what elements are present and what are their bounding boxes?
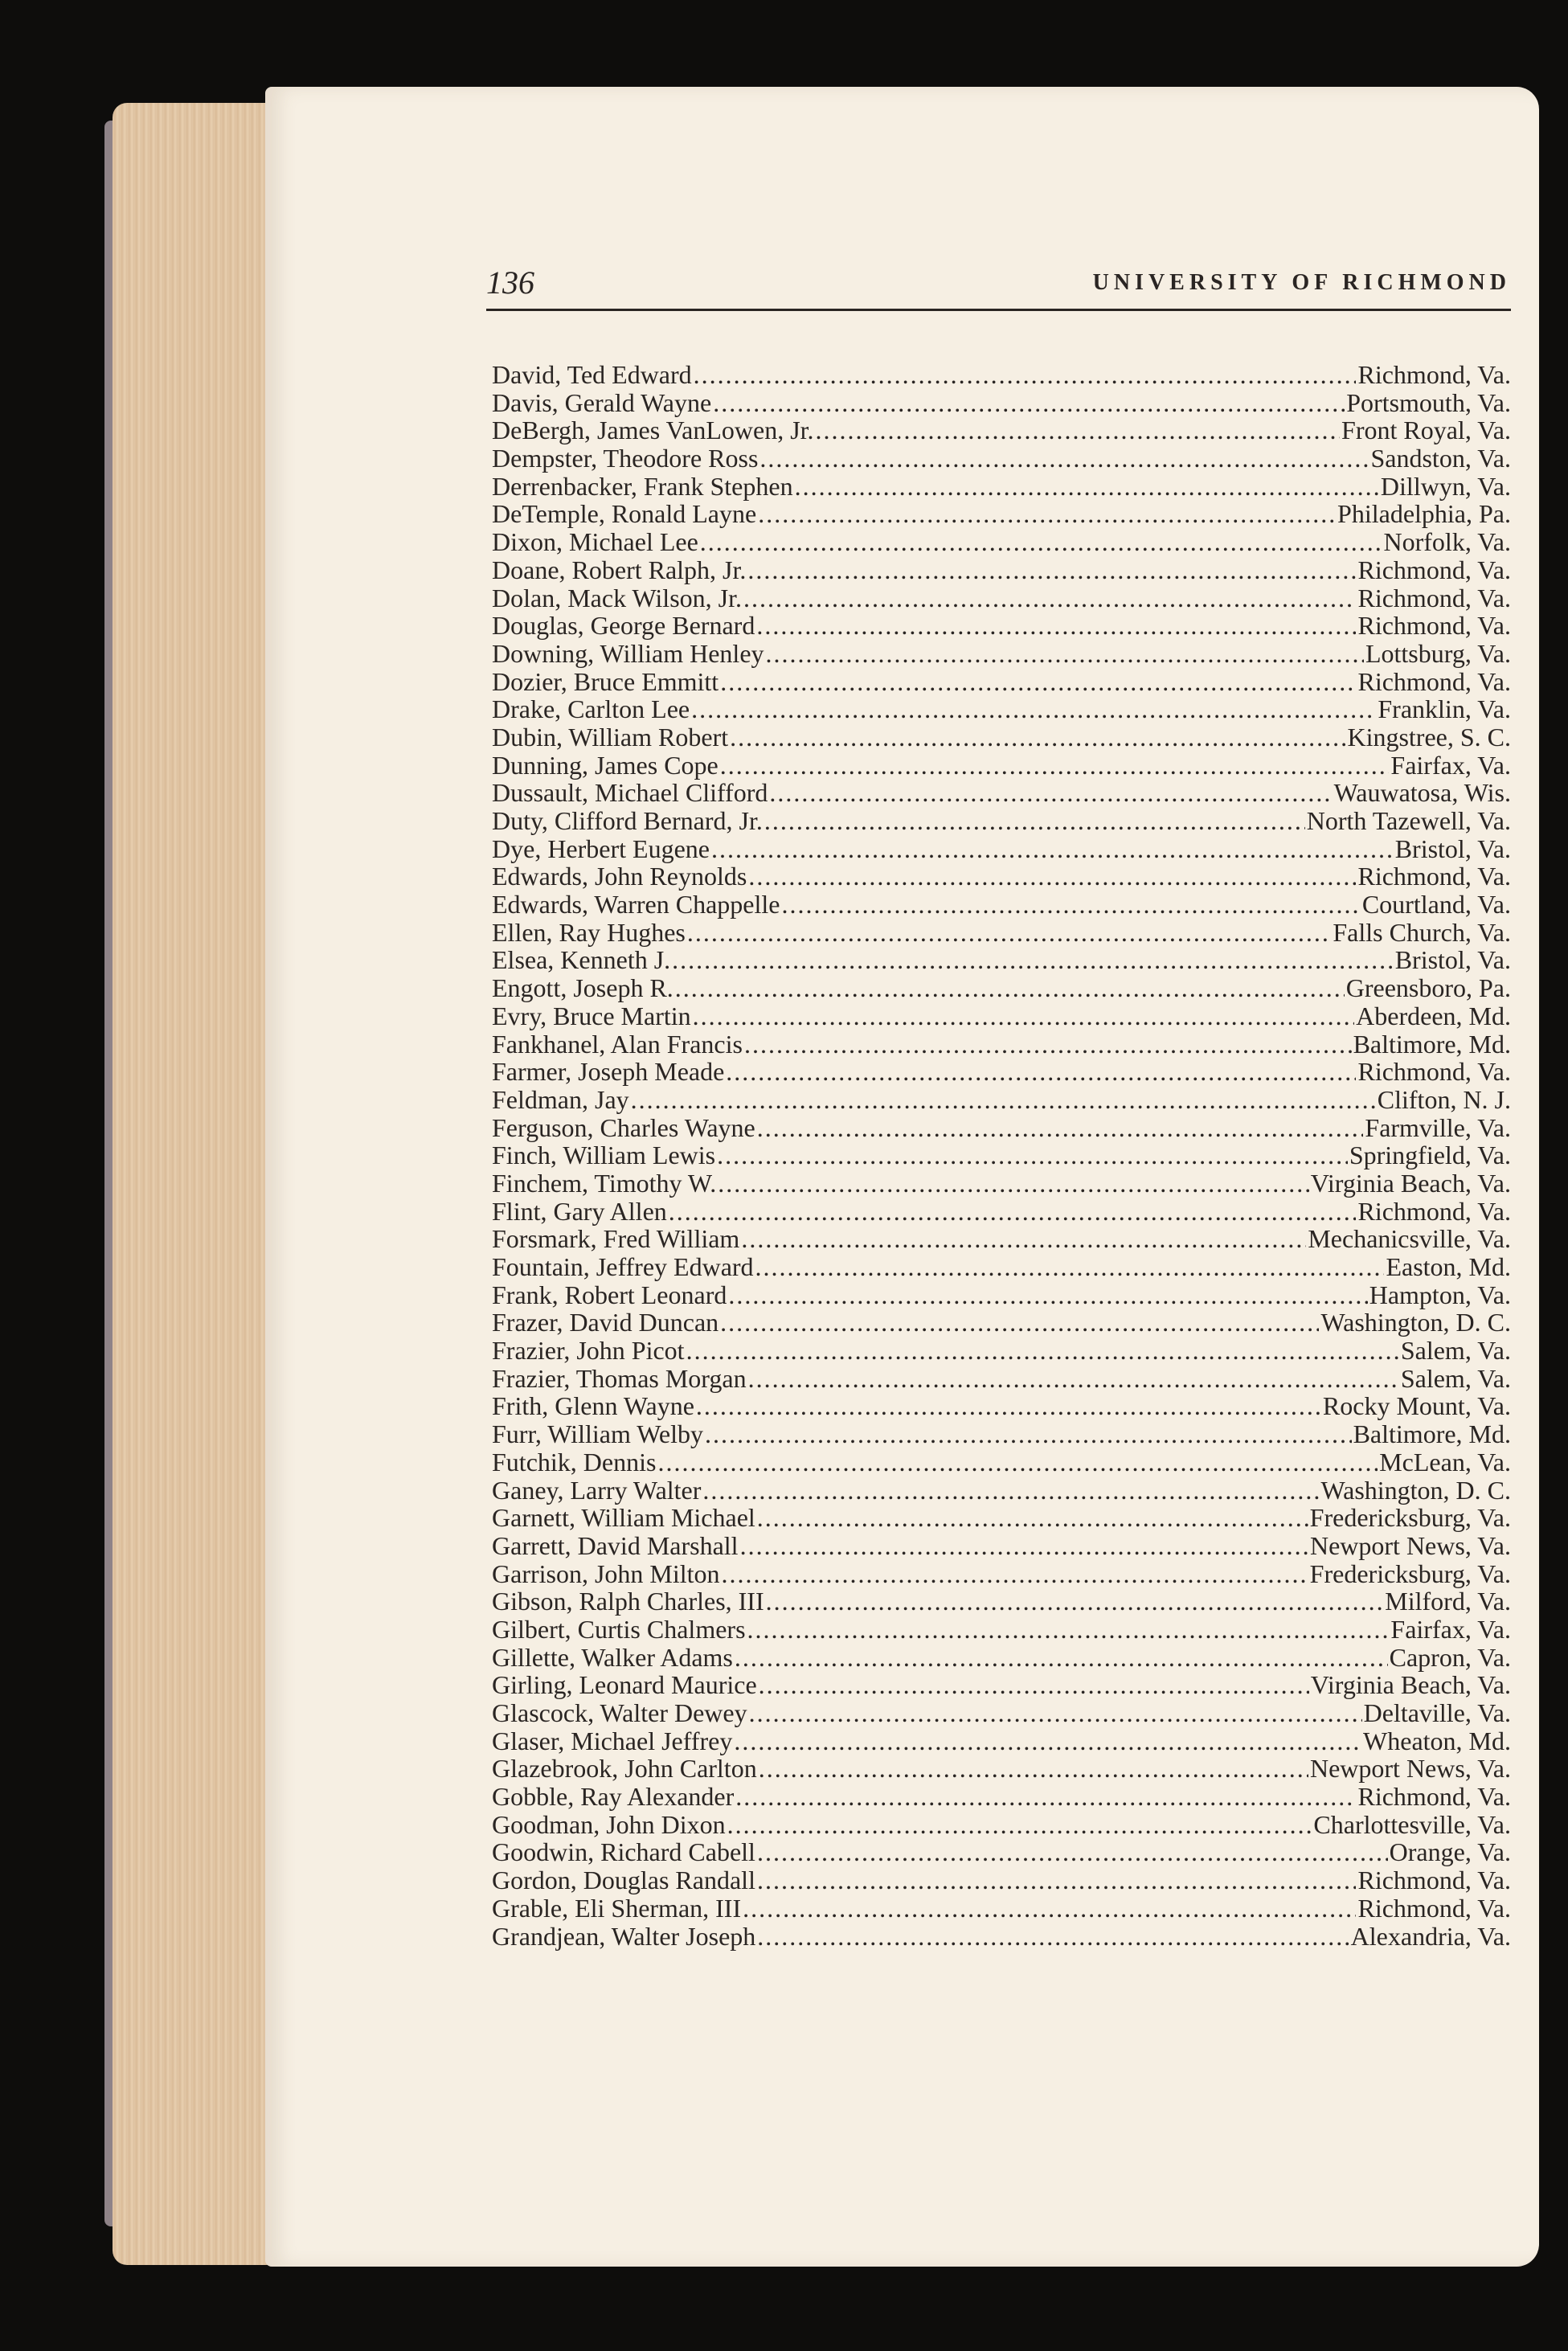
entry-name: Finch, William Lewis [492,1141,716,1170]
entry-name: Garnett, William Michael [492,1503,755,1533]
entry-place: Aberdeen, Md. [1356,1001,1511,1030]
entry-place: Falls Church, Va. [1333,917,1511,947]
list-item [492,500,1511,528]
entry-place: Greensboro, Pa. [1345,973,1511,1003]
entry-name: Gibson, Ralph Charles, III [492,1587,764,1616]
list-item [492,946,1511,974]
entry-name: Girling, Leonard Maurice [492,1670,757,1700]
dot-leader [735,1783,1356,1811]
dot-leader [758,500,1336,528]
dot-leader [722,1560,1308,1588]
entry-name: Fankhanel, Alan Francis [492,1029,743,1059]
list-item [492,1309,1511,1337]
dot-leader [717,1141,1348,1169]
entry-name: Gillette, Walker Adams [492,1642,733,1672]
list-item [492,1699,1511,1727]
entry-place: Wheaton, Md. [1363,1726,1511,1755]
dot-leader [741,1225,1306,1253]
list-item [492,1225,1511,1253]
dot-leader [756,612,1356,640]
entry-place: Richmond, Va. [1357,555,1511,584]
entry-name: Futchik, Dennis [492,1447,657,1477]
entry-place: Fairfax, Va. [1390,750,1511,780]
entry-place: Fairfax, Va. [1390,1614,1511,1644]
entry-name: Dixon, Michael Lee [492,527,698,557]
entry-place: Philadelphia, Pa. [1337,499,1511,529]
dot-leader [744,1030,1352,1059]
dot-leader [718,1169,1309,1198]
entry-name: Goodwin, Richard Cabell [492,1837,755,1867]
entry-place: Richmond, Va. [1357,583,1511,612]
list-item [492,1448,1511,1477]
entry-place: McLean, Va. [1379,1447,1511,1477]
entry-name: Dussault, Michael Clifford [492,778,768,808]
list-item [492,1253,1511,1281]
entry-name: Grable, Eli Sherman, III [492,1893,742,1923]
dot-leader [759,1671,1309,1699]
entry-name: Dye, Herbert Eugene [492,833,710,863]
student-directory-list [492,361,1511,1950]
entry-place: Bristol, Va. [1394,945,1511,975]
entry-name: Doane, Robert Ralph, Jr. [492,555,747,584]
dot-leader [726,1058,1356,1086]
list-item [492,1002,1511,1030]
dot-leader [720,668,1356,696]
entry-name: Finchem, Timothy W. [492,1168,717,1198]
entry-place: Salem, Va. [1400,1363,1511,1393]
list-item [492,1141,1511,1169]
dot-leader [755,1253,1385,1281]
dot-leader [759,444,1369,473]
entry-place: Farmville, Va. [1365,1112,1511,1142]
entry-place: Lottsburg, Va. [1365,638,1511,668]
list-item [492,723,1511,752]
entry-name: Frazier, John Picot [492,1336,685,1366]
dot-leader [687,919,1332,947]
entry-name: Goodman, John Dixon [492,1809,726,1839]
list-item [492,1337,1511,1365]
dot-leader [711,835,1394,863]
entry-name: Elsea, Kenneth J. [492,945,671,975]
list-item [492,528,1511,556]
entry-place: Capron, Va. [1389,1642,1511,1672]
dot-leader [700,528,1382,556]
dot-leader [769,779,1332,807]
dot-leader [730,723,1345,752]
list-item [492,473,1511,501]
entry-name: Ganey, Larry Walter [492,1475,702,1505]
entry-name: Glaser, Michael Jeffrey [492,1726,733,1755]
entry-place: Springfield, Va. [1349,1141,1511,1170]
entry-place: Virginia Beach, Va. [1310,1670,1511,1700]
entry-name: David, Ted Edward [492,360,692,389]
entry-name: Duty, Clifford Bernard, Jr. [492,806,763,835]
entry-place: Bristol, Va. [1394,833,1511,863]
entry-place: Richmond, Va. [1357,666,1511,696]
list-item [492,1644,1511,1672]
entry-place: Milford, Va. [1385,1587,1511,1616]
list-item [492,1811,1511,1839]
entry-place: Richmond, Va. [1357,1057,1511,1087]
dot-leader [747,1616,1390,1644]
entry-name: Frith, Glenn Wayne [492,1391,694,1421]
list-item [492,695,1511,723]
entry-place: Richmond, Va. [1357,1782,1511,1812]
list-item [492,1894,1511,1923]
list-item [492,891,1511,919]
list-item [492,444,1511,473]
dot-leader [747,556,1356,584]
list-item [492,612,1511,640]
list-item [492,1923,1511,1951]
dot-leader [713,389,1345,417]
page-number: 136 [486,264,534,301]
list-item [492,1560,1511,1588]
entry-name: Edwards, Warren Chappelle [492,890,780,920]
dot-leader [740,1532,1308,1560]
list-item [492,416,1511,444]
dot-leader [702,1477,1319,1505]
dot-leader [757,1838,1388,1866]
entry-place: Easton, Md. [1386,1252,1511,1281]
list-item [492,1838,1511,1866]
list-item [492,752,1511,780]
entry-name: Farmer, Joseph Meade [492,1057,725,1087]
dot-leader [657,1448,1378,1477]
dot-leader [735,1644,1388,1672]
list-item [492,1671,1511,1699]
dot-leader [669,1198,1357,1226]
entry-place: Deltaville, Va. [1363,1698,1511,1727]
dot-leader [757,1866,1357,1894]
list-item [492,1477,1511,1505]
entry-place: Portsmouth, Va. [1346,387,1511,417]
entry-place: Richmond, Va. [1357,1893,1511,1923]
entry-name: Edwards, John Reynolds [492,862,747,891]
entry-name: Engott, Joseph R. [492,973,673,1003]
entry-name: Glascock, Walter Dewey [492,1698,747,1727]
dot-leader [764,807,1305,835]
entry-name: DeTemple, Ronald Layne [492,499,757,529]
list-item [492,1866,1511,1894]
list-item [492,1114,1511,1142]
entry-place: Mechanicsville, Va. [1308,1224,1511,1254]
dot-leader [696,1392,1321,1420]
entry-place: Richmond, Va. [1357,611,1511,641]
entry-name: Glazebrook, John Carlton [492,1754,757,1784]
dot-leader [766,1587,1384,1616]
entry-place: Dillwyn, Va. [1380,471,1511,501]
page-header [486,264,1511,311]
entry-place: Norfolk, Va. [1383,527,1511,557]
entry-name: Dunning, James Cope [492,750,718,780]
list-item [492,1365,1511,1393]
dot-leader [705,1420,1352,1448]
list-item [492,807,1511,835]
list-item [492,1169,1511,1198]
list-item [492,1755,1511,1783]
entry-name: Ellen, Ray Hughes [492,917,686,947]
entry-place: Franklin, Va. [1378,694,1511,724]
entry-name: Gilbert, Curtis Chalmers [492,1614,746,1644]
list-item [492,1587,1511,1616]
list-item [492,779,1511,807]
list-item [492,668,1511,696]
entry-name: Flint, Gary Allen [492,1196,667,1226]
dot-leader [672,946,1394,974]
entry-place: Front Royal, Va. [1341,416,1511,445]
entry-name: Dolan, Mack Wilson, Jr. [492,583,742,612]
entry-name: Feldman, Jay [492,1084,629,1114]
entry-place: Clifton, N. J. [1377,1084,1511,1114]
entry-name: Dempster, Theodore Ross [492,444,759,473]
entry-place: Richmond, Va. [1357,360,1511,389]
entry-name: Garrett, David Marshall [492,1530,739,1560]
list-item [492,1030,1511,1059]
entry-name: Downing, William Henley [492,638,764,668]
dot-leader [720,752,1390,780]
list-item [492,1420,1511,1448]
entry-place: Orange, Va. [1389,1837,1511,1867]
entry-name: Drake, Carlton Lee [492,694,690,724]
entry-place: Charlottesville, Va. [1313,1809,1511,1839]
list-item [492,556,1511,584]
entry-place: Washington, D. C. [1320,1308,1511,1337]
entry-place: Baltimore, Md. [1353,1419,1511,1449]
list-item [492,1086,1511,1114]
entry-place: Fredericksburg, Va. [1309,1558,1511,1588]
entry-name: Forsmark, Fred William [492,1224,740,1254]
dot-leader [693,1002,1355,1030]
dot-leader [727,1811,1312,1839]
entry-place: Courtland, Va. [1361,890,1511,920]
dot-leader [757,1923,1349,1951]
entry-name: Gordon, Douglas Randall [492,1866,755,1895]
dot-leader [757,1114,1364,1142]
entry-name: Garrison, John Milton [492,1558,720,1588]
entry-place: Hampton, Va. [1369,1280,1511,1309]
entry-name: Davis, Gerald Wayne [492,387,712,417]
dot-leader [631,1086,1376,1114]
list-item [492,974,1511,1002]
list-item [492,640,1511,668]
entry-name: Frazier, Thomas Morgan [492,1363,747,1393]
dot-leader [748,1365,1399,1393]
entry-name: Frazer, David Duncan [492,1308,719,1337]
entry-place: Richmond, Va. [1357,862,1511,891]
entry-name: Derrenbacker, Frank Stephen [492,471,793,501]
dot-leader [720,1309,1319,1337]
list-item [492,361,1511,389]
entry-place: Rocky Mount, Va. [1322,1391,1511,1421]
dot-leader [748,862,1356,891]
list-item [492,1198,1511,1226]
entry-name: DeBergh, James VanLowen, Jr. [492,416,814,445]
dot-leader [766,640,1364,668]
entry-place: Washington, D. C. [1320,1475,1511,1505]
dot-leader [743,1894,1356,1923]
list-item [492,862,1511,891]
dot-leader [795,473,1379,501]
entry-place: Fredericksburg, Va. [1309,1503,1511,1533]
entry-name: Dubin, William Robert [492,722,729,752]
book-page-edges [113,103,273,2265]
list-item [492,584,1511,612]
entry-place: Virginia Beach, Va. [1310,1168,1511,1198]
entry-name: Furr, William Welby [492,1419,703,1449]
list-item [492,919,1511,947]
entry-place: Alexandria, Va. [1350,1921,1511,1951]
dot-leader [734,1727,1361,1755]
dot-leader [691,695,1376,723]
entry-name: Douglas, George Bernard [492,611,755,641]
dot-leader [686,1337,1399,1365]
entry-name: Grandjean, Walter Joseph [492,1921,756,1951]
running-head: UNIVERSITY OF RICHMOND [1092,270,1511,295]
dot-leader [781,891,1360,919]
entry-place: Wauwatosa, Wis. [1333,778,1511,808]
dot-leader [759,1755,1308,1783]
list-item [492,1392,1511,1420]
entry-name: Evry, Bruce Martin [492,1001,691,1030]
entry-place: Richmond, Va. [1357,1866,1511,1895]
entry-place: Sandston, Va. [1370,444,1511,473]
entry-place: Baltimore, Md. [1353,1029,1511,1059]
list-item [492,835,1511,863]
dot-leader [694,361,1357,389]
list-item [492,1532,1511,1560]
list-item [492,1058,1511,1086]
dot-leader [675,974,1345,1002]
dot-leader [728,1281,1367,1309]
entry-place: Kingstree, S. C. [1347,722,1511,752]
list-item [492,1783,1511,1811]
entry-name: Dozier, Bruce Emmitt [492,666,719,696]
entry-name: Ferguson, Charles Wayne [492,1112,755,1142]
entry-place: Salem, Va. [1400,1336,1511,1366]
list-item [492,1616,1511,1644]
list-item [492,1504,1511,1532]
entry-place: North Tazewell, Va. [1306,806,1511,835]
list-item [492,1281,1511,1309]
entry-name: Frank, Robert Leonard [492,1280,727,1309]
list-item [492,1727,1511,1755]
list-item [492,389,1511,417]
entry-place: Newport News, Va. [1309,1530,1511,1560]
entry-name: Gobble, Ray Alexander [492,1782,735,1812]
dot-leader [816,416,1341,444]
entry-place: Richmond, Va. [1357,1196,1511,1226]
dot-leader [757,1504,1308,1532]
entry-place: Newport News, Va. [1309,1754,1511,1784]
dot-leader [743,584,1357,612]
entry-name: Fountain, Jeffrey Edward [492,1252,754,1281]
dot-leader [749,1699,1362,1727]
